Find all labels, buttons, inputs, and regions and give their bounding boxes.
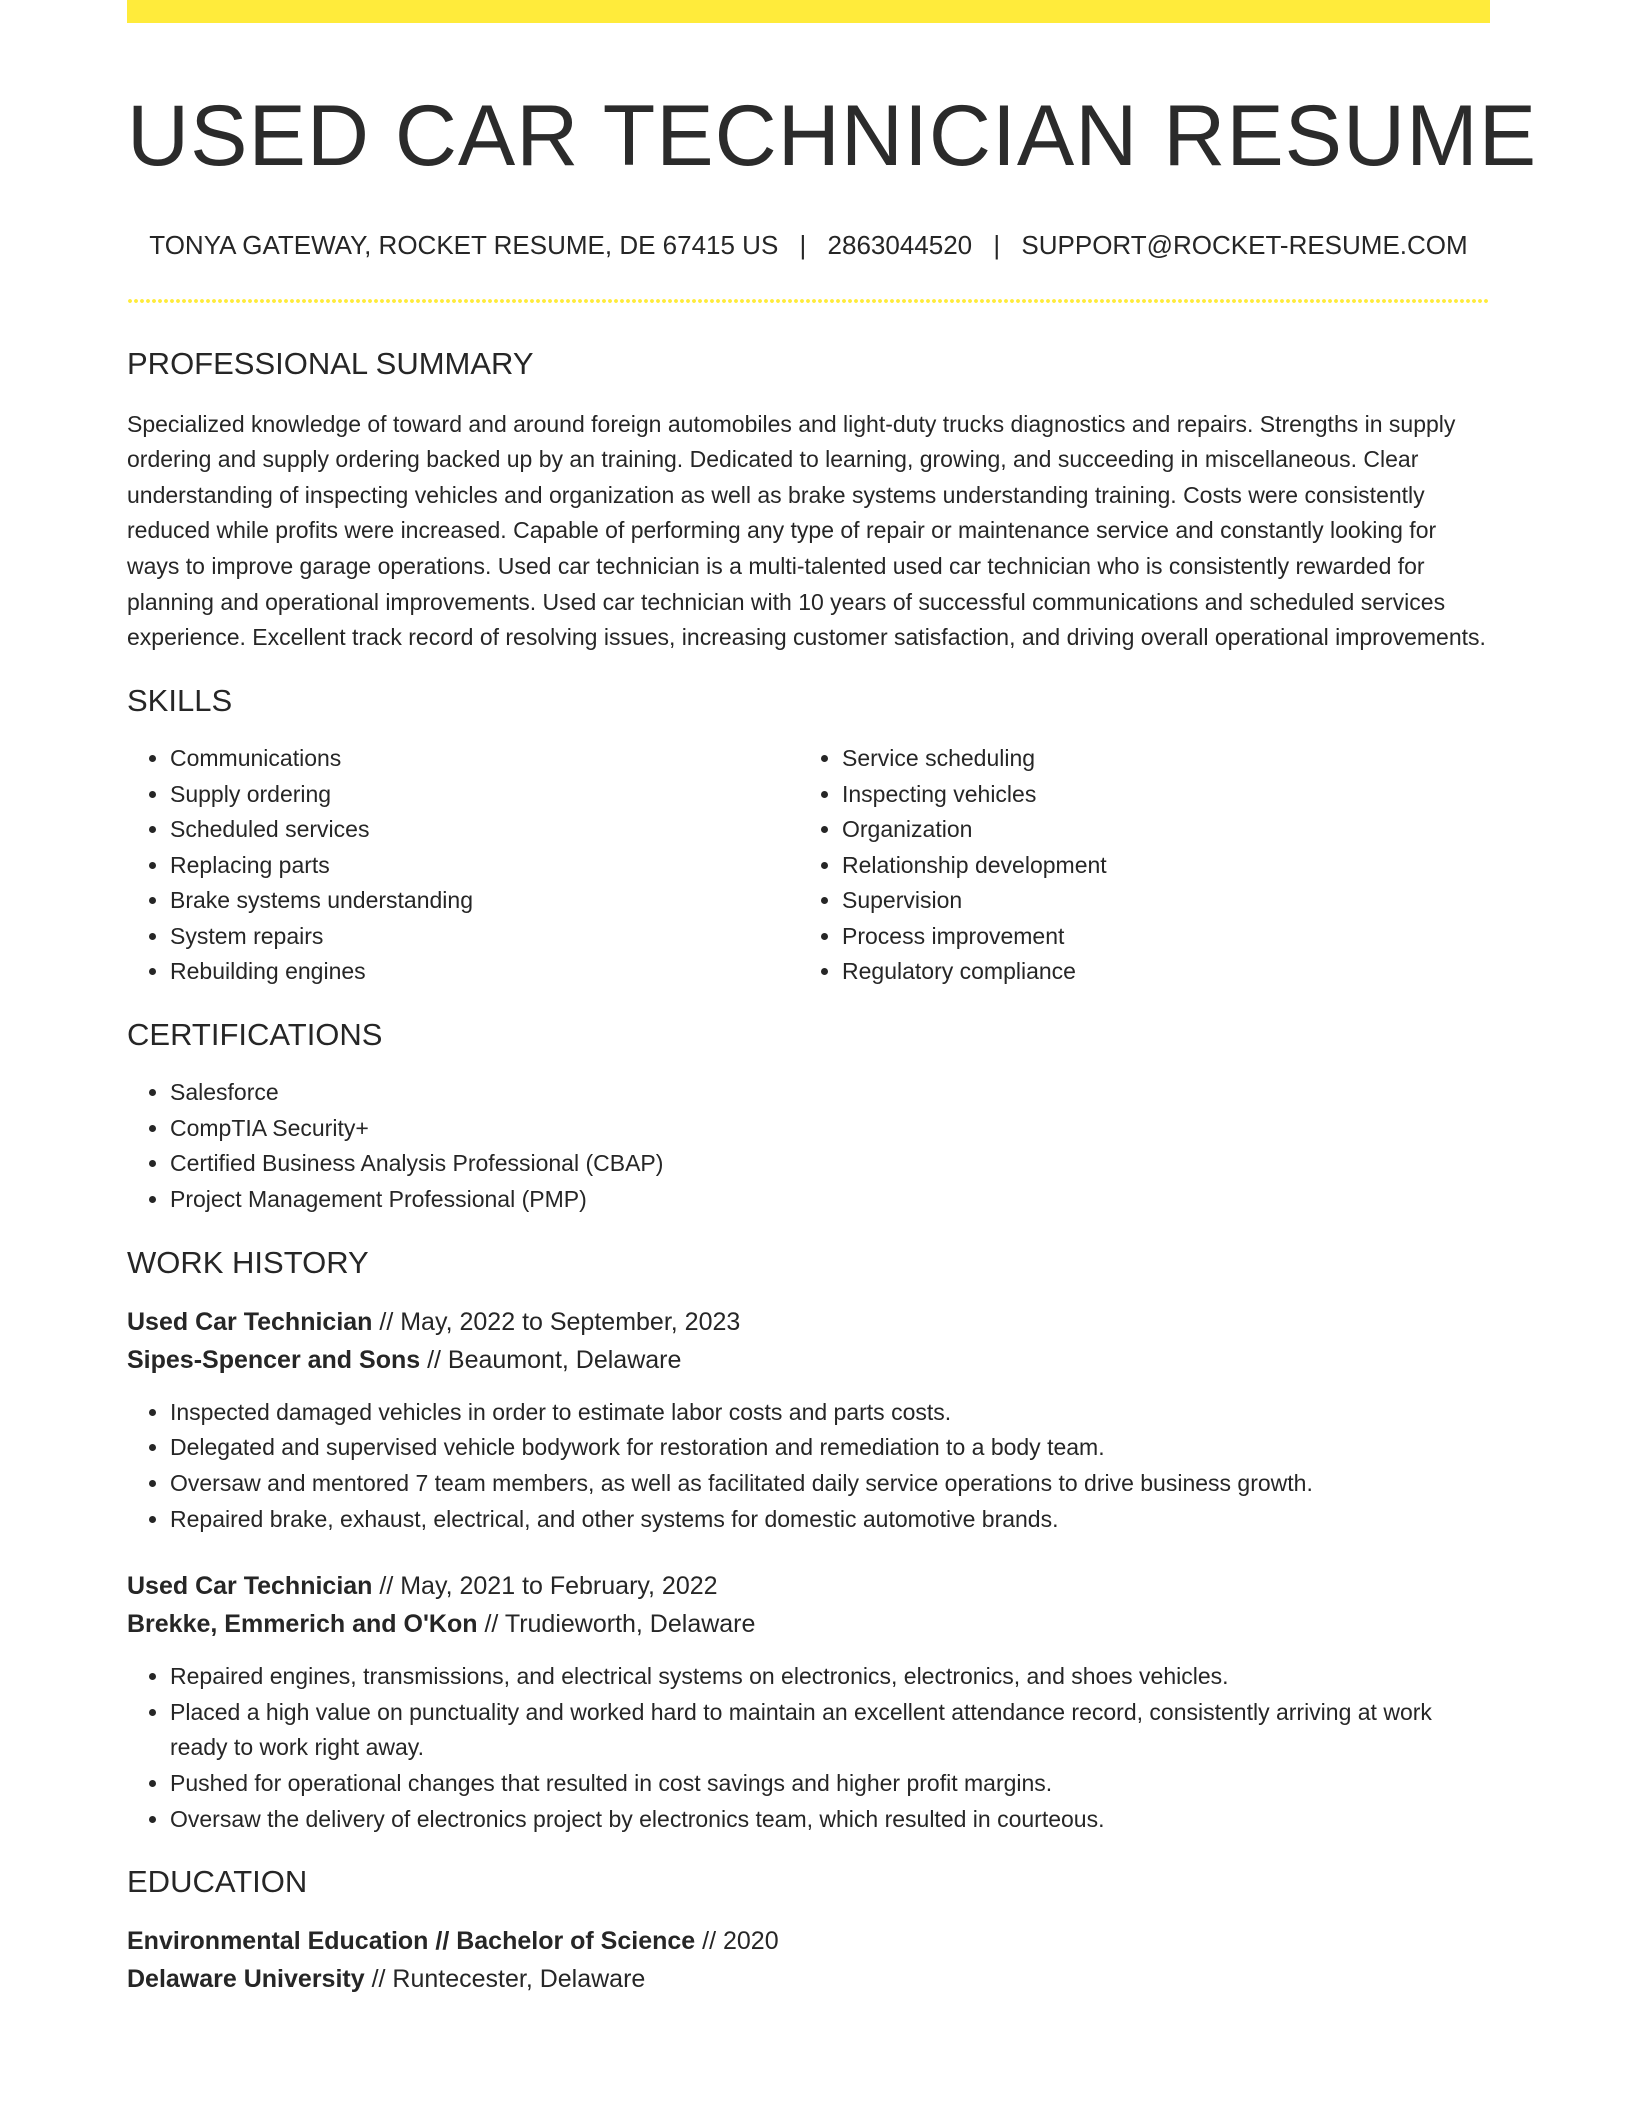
top-accent-bar <box>127 0 1490 23</box>
job-location: // Beaumont, Delaware <box>420 1345 682 1374</box>
resume-title: USED CAR TECHNICIAN RESUME <box>127 88 1538 184</box>
list-item: • Service scheduling <box>842 741 1471 777</box>
work-history-heading: WORK HISTORY <box>127 1244 369 1280</box>
list-item: • Replacing parts <box>170 848 799 884</box>
summary-heading: PROFESSIONAL SUMMARY <box>127 346 534 382</box>
education-heading: EDUCATION <box>127 1864 308 1900</box>
list-item: • Organization <box>842 812 1471 848</box>
list-item: • Repaired brake, exhaust, electrical, and other systems for domestic automotive brands. <box>170 1502 1490 1538</box>
list-item: • Process improvement <box>842 919 1471 955</box>
education-degree: Environmental Education // Bachelor of Science <box>127 1927 696 1956</box>
job-location: // Trudieworth, Delaware <box>477 1610 756 1639</box>
job-company: Sipes-Spencer and Sons <box>127 1345 421 1374</box>
skills-list-right <box>799 741 1471 990</box>
job-company: Brekke, Emmerich and O'Kon <box>127 1610 478 1639</box>
job-bullets <box>127 1395 1490 1537</box>
list-item: • Pushed for operational changes that resulted in cost savings and higher profit margins. <box>170 1766 1490 1802</box>
education-location: // Runtecester, Delaware <box>364 1965 646 1994</box>
job-title-line <box>127 1303 1490 1341</box>
list-item: • Inspected damaged vehicles in order to estimate labor costs and parts costs. <box>170 1395 1490 1431</box>
contact-line <box>127 230 1490 261</box>
education-year: // 2020 <box>695 1927 779 1956</box>
contact-email: SUPPORT@ROCKET-RESUME.COM <box>1021 230 1468 261</box>
resume-page <box>127 0 1538 1998</box>
list-item: • Salesforce <box>170 1075 1490 1111</box>
job-dates: // May, 2021 to February, 2022 <box>372 1572 718 1601</box>
job-company-line <box>127 1605 1490 1643</box>
contact-address: TONYA GATEWAY, ROCKET RESUME, DE 67415 US <box>149 230 779 261</box>
list-item: • Oversaw and mentored 7 team members, as well as facilitated daily service operations to drive business growth. <box>170 1466 1490 1502</box>
education-degree-line <box>127 1922 1490 1960</box>
list-item: • Project Management Professional (PMP) <box>170 1182 1490 1218</box>
skills-list-left <box>127 741 799 990</box>
skills-column-left <box>127 741 799 990</box>
list-item: • Brake systems understanding <box>170 883 799 919</box>
dotted-divider <box>127 299 1490 303</box>
list-item: • Supply ordering <box>170 777 799 813</box>
job-company-line <box>127 1341 1490 1379</box>
job-title-line <box>127 1567 1490 1605</box>
list-item: • Delegated and supervised vehicle bodywork for restoration and remediation to a body team. <box>170 1430 1490 1466</box>
list-item: • Certified Business Analysis Professional (CBAP) <box>170 1146 1490 1182</box>
list-item: • System repairs <box>170 919 799 955</box>
list-item: • Repaired engines, transmissions, and electrical systems on electronics, electronics, and shoes vehicles. <box>170 1659 1490 1695</box>
list-item: • Rebuilding engines <box>170 954 799 990</box>
skills-heading: SKILLS <box>127 682 233 718</box>
contact-phone: 2863044520 <box>827 230 973 261</box>
contact-separator: | <box>799 230 807 261</box>
list-item: • Relationship development <box>842 848 1471 884</box>
summary-text: Specialized knowledge of toward and around foreign automobiles and light-duty trucks diagnostics and repairs. Strengths in supply ordering and supply ordering backed up by an training. Dedicated to learning, growing, and succeeding in miscellaneous. Clear understanding of inspecting vehicles and organization as well as brake systems understanding training. Costs were consistently reduced while profits were increased. Capable of performing any type of repair or maintenance service and constantly looking for ways to improve garage operations. Used car technician is a multi-talented used car technician who is consistently rewarded for planning and operational improvements. Used car technician with 10 years of successful communications and scheduled services experience. Excellent track record of resolving issues, increasing customer satisfaction, and driving overall operational improvements. <box>127 410 1486 651</box>
list-item: • Inspecting vehicles <box>842 777 1471 813</box>
education-school-line <box>127 1960 1490 1998</box>
certifications-heading: CERTIFICATIONS <box>127 1017 383 1053</box>
skills-column-right <box>799 741 1471 990</box>
job-title: Used Car Technician <box>127 1307 373 1336</box>
list-item: • Oversaw the delivery of electronics project by electronics team, which resulted in courteous. <box>170 1802 1490 1838</box>
job-dates: // May, 2022 to September, 2023 <box>372 1307 741 1336</box>
list-item: • Scheduled services <box>170 812 799 848</box>
list-item: • Communications <box>170 741 799 777</box>
certifications-list <box>127 1075 1490 1217</box>
skills-columns <box>127 741 1490 990</box>
job-title: Used Car Technician <box>127 1572 373 1601</box>
list-item: • Regulatory compliance <box>842 954 1471 990</box>
education-school: Delaware University <box>127 1965 365 1994</box>
list-item: • Supervision <box>842 883 1471 919</box>
list-item: • Placed a high value on punctuality and worked hard to maintain an excellent attendance record, consistently arriving at work ready to work right away. <box>170 1695 1490 1766</box>
list-item: • CompTIA Security+ <box>170 1111 1490 1147</box>
contact-separator: | <box>993 230 1001 261</box>
job-bullets <box>127 1659 1490 1837</box>
